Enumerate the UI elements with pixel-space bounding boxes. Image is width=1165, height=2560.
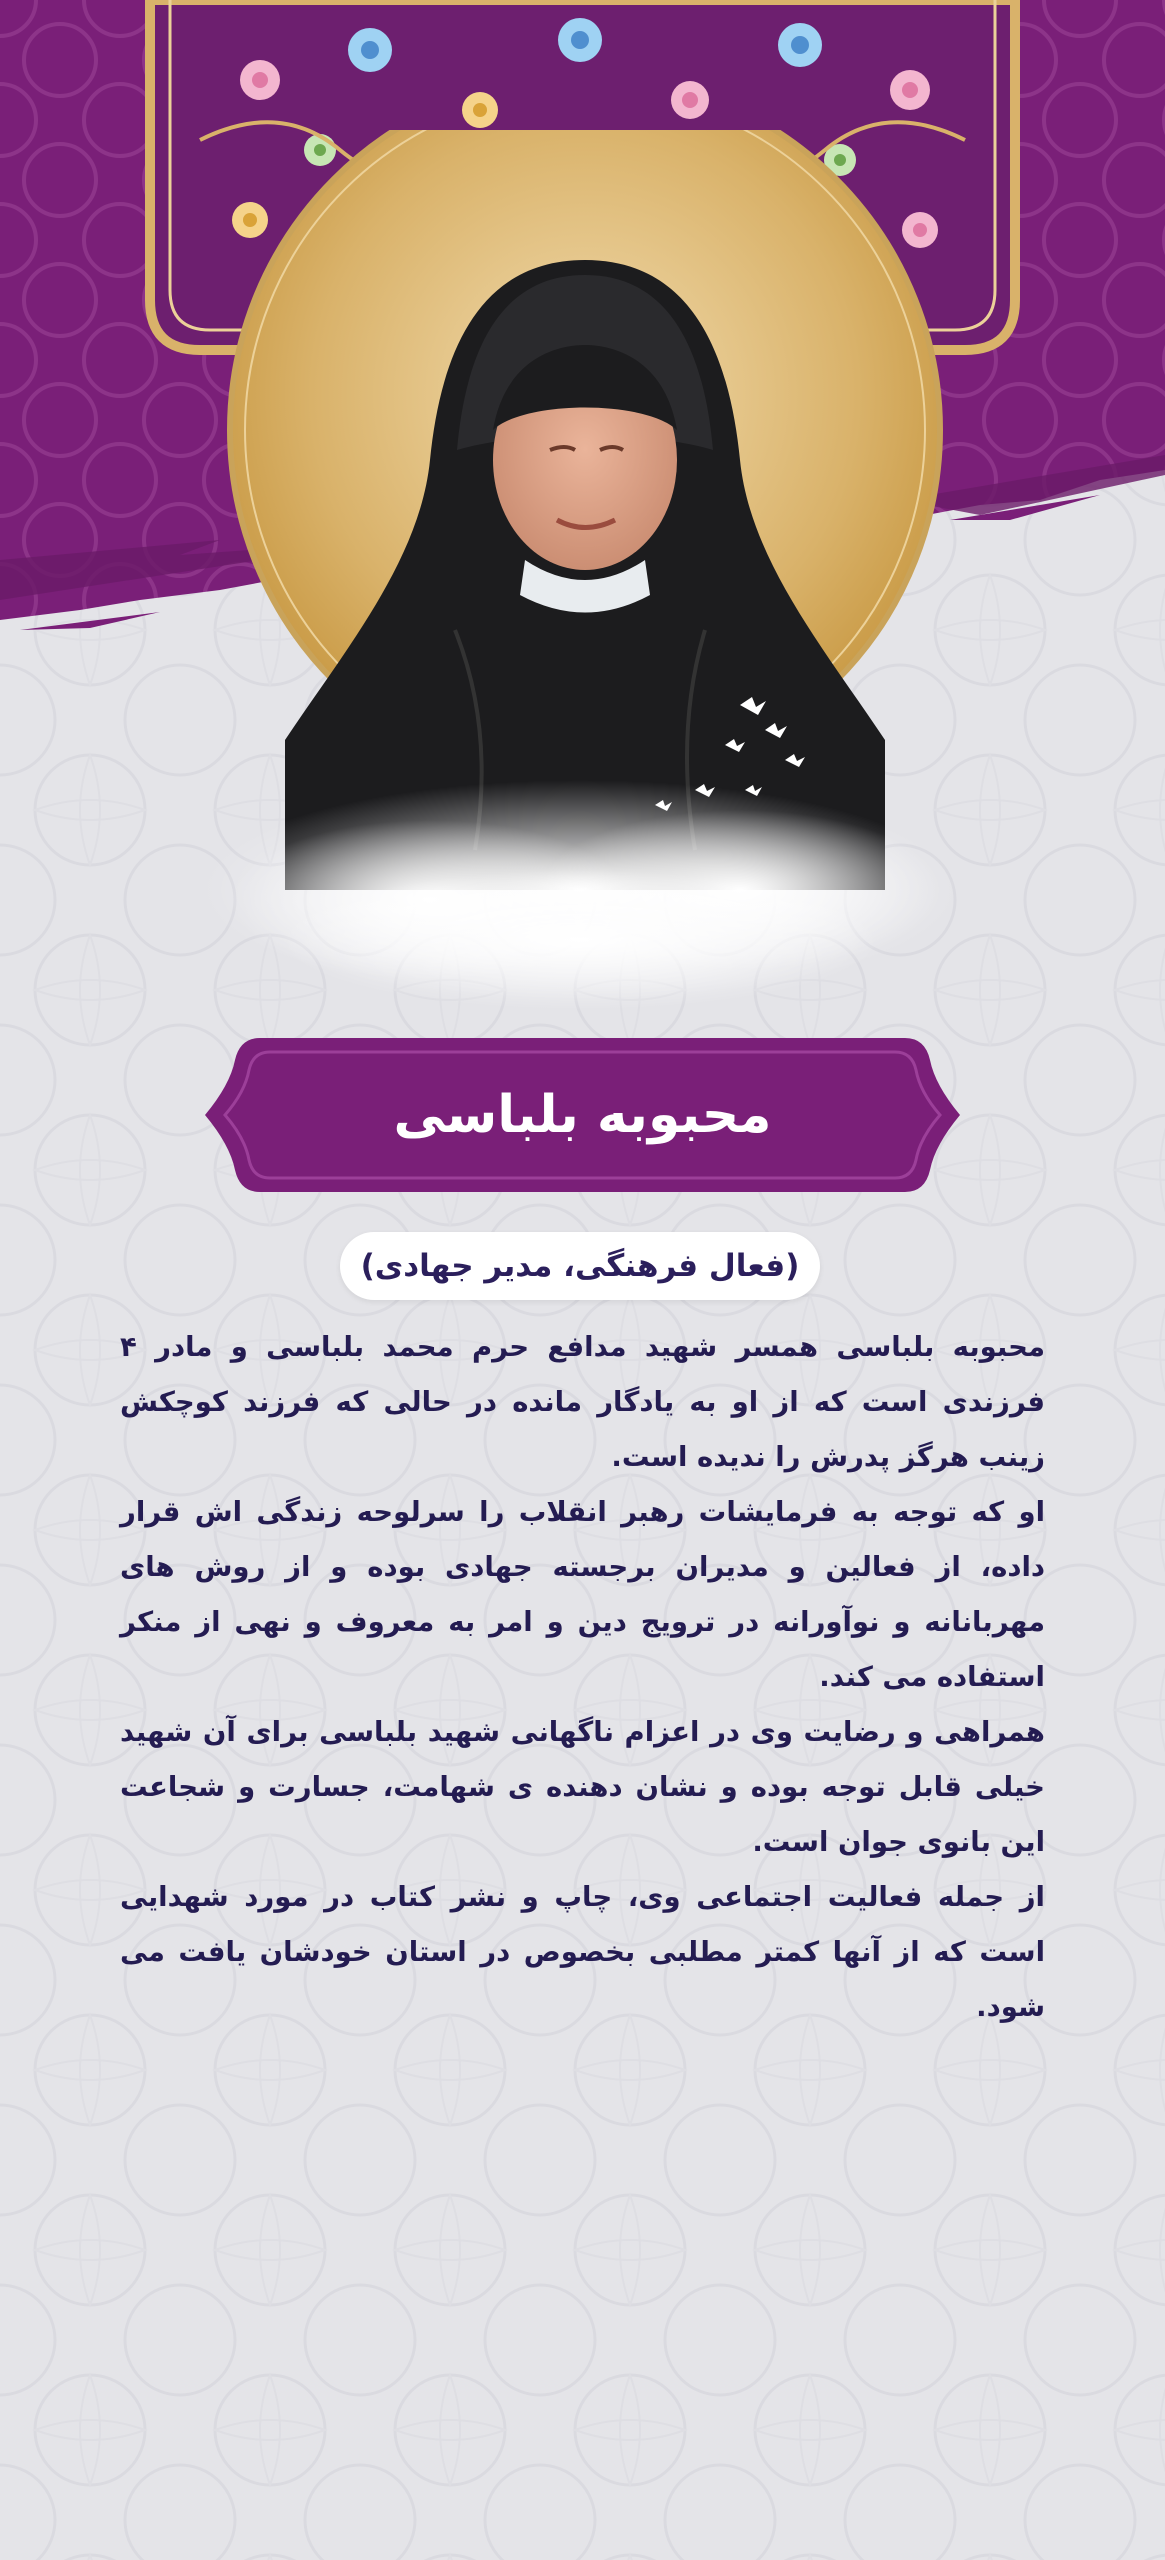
person-name: محبوبه بلباسی [393,1085,772,1145]
name-banner [200,1030,965,1200]
cloud-mist [180,780,980,1040]
bio-paragraph: از جمله فعالیت اجتماعی وی، چاپ و نشر کتاب در مورد شهدایی است که از آنها کمتر مطلبی بخصوص در استان خودشان یافت می شود. [120,1881,1045,2023]
biography [120,1320,1045,2035]
bio-paragraph: محبوبه بلباسی همسر شهید مدافع حرم محمد بلباسی و مادر ۴ فرزندی است که از او به یادگار مانده در حالی که فرزند کوچکش زینب هرگز پدرش را ندیده است. [120,1331,1045,1473]
bio-paragraph: همراهی و رضایت وی در اعزام ناگهانی شهید بلباسی برای آن شهید خیلی قابل توجه بوده و نشان دهنده ی شهامت، جسارت و شجاعت این بانوی جوان است. [120,1716,1045,1858]
bio-paragraph: او که توجه به فرمایشات رهبر انقلاب را سرلوحه زندگی اش قرار داده، از فعالین و مدیران برجسته جهادی بوده و از روش های مهربانانه و نوآورانه در ترویج دین و امر به معروف و نهی از منکر استفاده می کند. [120,1496,1045,1693]
role-badge [340,1232,820,1300]
role-text: (فعال فرهنگی، مدیر جهادی) [360,1248,800,1284]
portrait [225,130,945,890]
